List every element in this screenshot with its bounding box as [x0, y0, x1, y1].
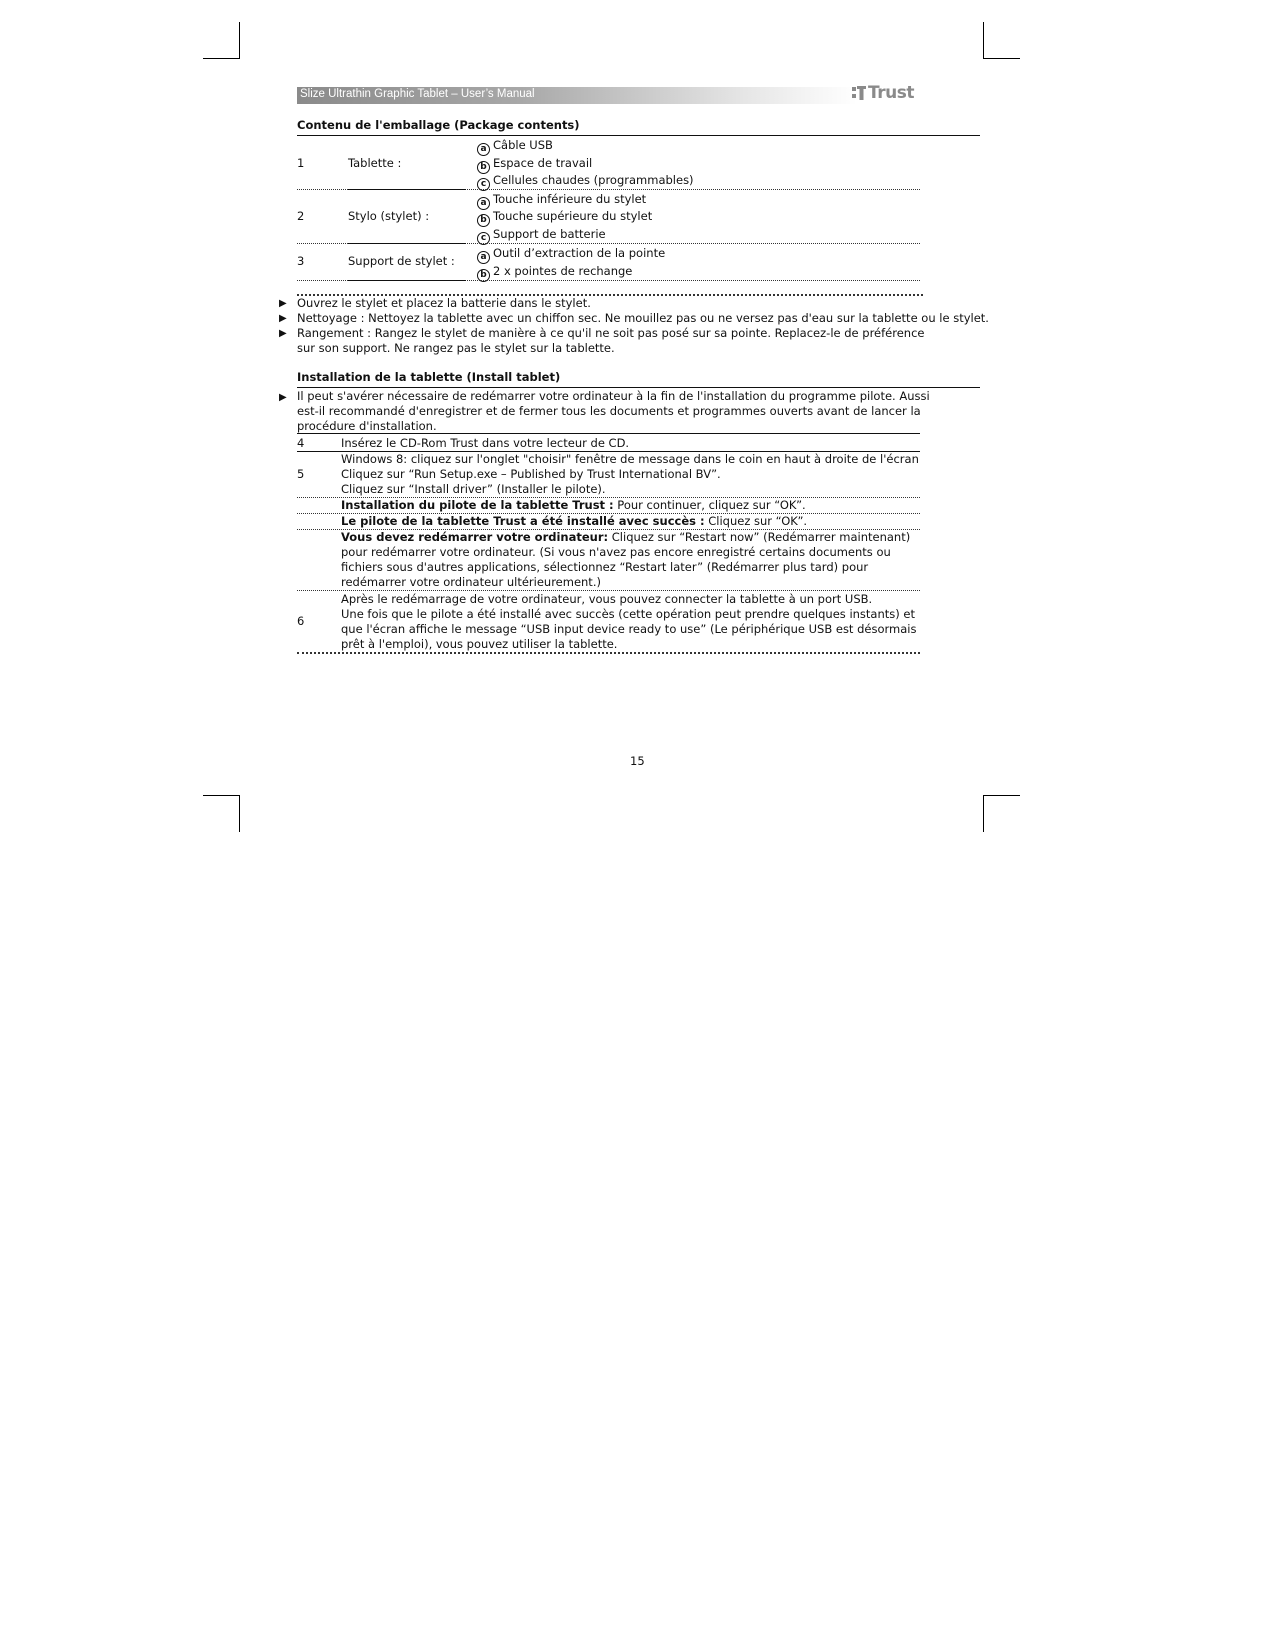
list-item: b Touche supérieure du stylet [477, 209, 652, 227]
crop-mark [983, 795, 1020, 796]
install-intro: Il peut s'avérer nécessaire de redémarrer votre ordinateur à la fin de l'installation du programme pilote. Aussi est-il recommandé d'enregistrer et de fermer tous les documents et programmes ouverts avant de lancer la procédure d'installation. [297, 389, 930, 433]
circled-c-icon: c [477, 232, 490, 245]
row-number: 1 [297, 156, 305, 170]
crop-mark [983, 58, 1020, 59]
step-number: 6 [297, 614, 305, 628]
list-item: a Outil d’extraction de la pointe [477, 246, 665, 264]
step-text: Cliquez sur “Run Setup.exe – Published by Trust International BV”. [341, 467, 721, 481]
note-item: Nettoyage : Nettoyez la tablette avec un chiffon sec. Ne mouillez pas ou ne versez pas d'eau sur la tablette ou le stylet. [297, 311, 989, 325]
bullet-arrow-icon: ▶ [279, 313, 287, 324]
circled-a-icon: a [477, 197, 490, 210]
row-label: Support de stylet : [348, 254, 455, 268]
crop-mark [203, 58, 240, 59]
crop-mark [239, 795, 240, 832]
note-item: Rangement : Rangez le stylet de manière à ce qu'il ne soit pas posé sur sa pointe. Replacez-le de préférence sur son support. Ne rangez pas le stylet sur la tablette. [297, 326, 925, 355]
list-item: b 2 x pointes de rechange [477, 264, 632, 282]
row-label: Stylo (stylet) : [348, 209, 430, 223]
crop-mark [239, 22, 240, 59]
note-item: Ouvrez le stylet et placez la batterie dans le stylet. [297, 296, 591, 310]
circled-b-icon: b [477, 214, 490, 227]
list-item: b Espace de travail [477, 156, 592, 174]
list-item: c Support de batterie [477, 227, 606, 245]
section-divider [297, 135, 980, 136]
crop-mark [203, 795, 240, 796]
step-text: Vous devez redémarrer votre ordinateur: Cliquez sur “Restart now” (Redémarrer maintenant) pour redémarrer votre ordinateur. (Si vous n'avez pas encore enregistré certains documents ou fichiers sous d'autres applications, sélectionnez “Restart later” (Redémarrer plus tard) pour redémarrer votre ordinateur ultérieurement.) [341, 530, 911, 589]
row-divider [348, 243, 466, 244]
page-number: 15 [630, 754, 645, 768]
step-number: 5 [297, 467, 305, 481]
trust-logo-icon [852, 85, 866, 101]
list-item: a Touche inférieure du stylet [477, 192, 646, 210]
step-text: Une fois que le pilote a été installé avec succès (cette opération peut prendre quelques instants) et que l'écran affiche le message “USB input device ready to use” (Le périphérique USB est désormais prêt à l'emploi), vous pouvez utiliser la tablette. [341, 607, 917, 651]
package-section-title: Contenu de l'emballage (Package contents) [297, 118, 580, 132]
row-divider [348, 280, 466, 281]
row-number: 3 [297, 254, 305, 268]
circled-a-icon: a [477, 251, 490, 264]
bullet-arrow-icon: ▶ [279, 392, 287, 403]
circled-b-icon: b [477, 269, 490, 282]
step-text: Cliquez sur “Install driver” (Installer le pilote). [341, 482, 606, 496]
step-text: Insérez le CD-Rom Trust dans votre lecteur de CD. [341, 436, 630, 450]
trust-logo [852, 83, 914, 103]
table-bottom-rule [297, 652, 920, 654]
crop-mark [983, 795, 984, 832]
manual-title: Slize Ultrathin Graphic Tablet – User’s Manual [300, 88, 535, 100]
row-divider [348, 189, 466, 190]
row-divider [297, 590, 920, 591]
bullet-arrow-icon: ▶ [279, 328, 287, 339]
circled-b-icon: b [477, 161, 490, 174]
table-top-rule [297, 433, 920, 434]
crop-mark [983, 22, 984, 59]
circled-a-icon: a [477, 143, 490, 156]
logo-text: Trust [868, 83, 914, 103]
install-section-title: Installation de la tablette (Install tablet) [297, 370, 561, 384]
row-label: Tablette : [348, 156, 402, 170]
bullet-arrow-icon: ▶ [279, 298, 287, 309]
step-number: 4 [297, 436, 305, 450]
list-item: a Câble USB [477, 138, 553, 156]
step-text: Installation du pilote de la tablette Trust : Pour continuer, cliquez sur “OK”. [341, 498, 806, 512]
row-number: 2 [297, 209, 305, 223]
circled-c-icon: c [477, 178, 490, 191]
section-divider [297, 387, 980, 388]
step-text: Windows 8: cliquez sur l'onglet "choisir" fenêtre de message dans le coin en haut à droite de l'écran [341, 452, 919, 466]
step-text: Après le redémarrage de votre ordinateur, vous pouvez connecter la tablette à un port USB. [341, 592, 873, 606]
step-text: Le pilote de la tablette Trust a été installé avec succès : Cliquez sur “OK”. [341, 514, 808, 528]
list-item: c Cellules chaudes (programmables) [477, 173, 694, 191]
